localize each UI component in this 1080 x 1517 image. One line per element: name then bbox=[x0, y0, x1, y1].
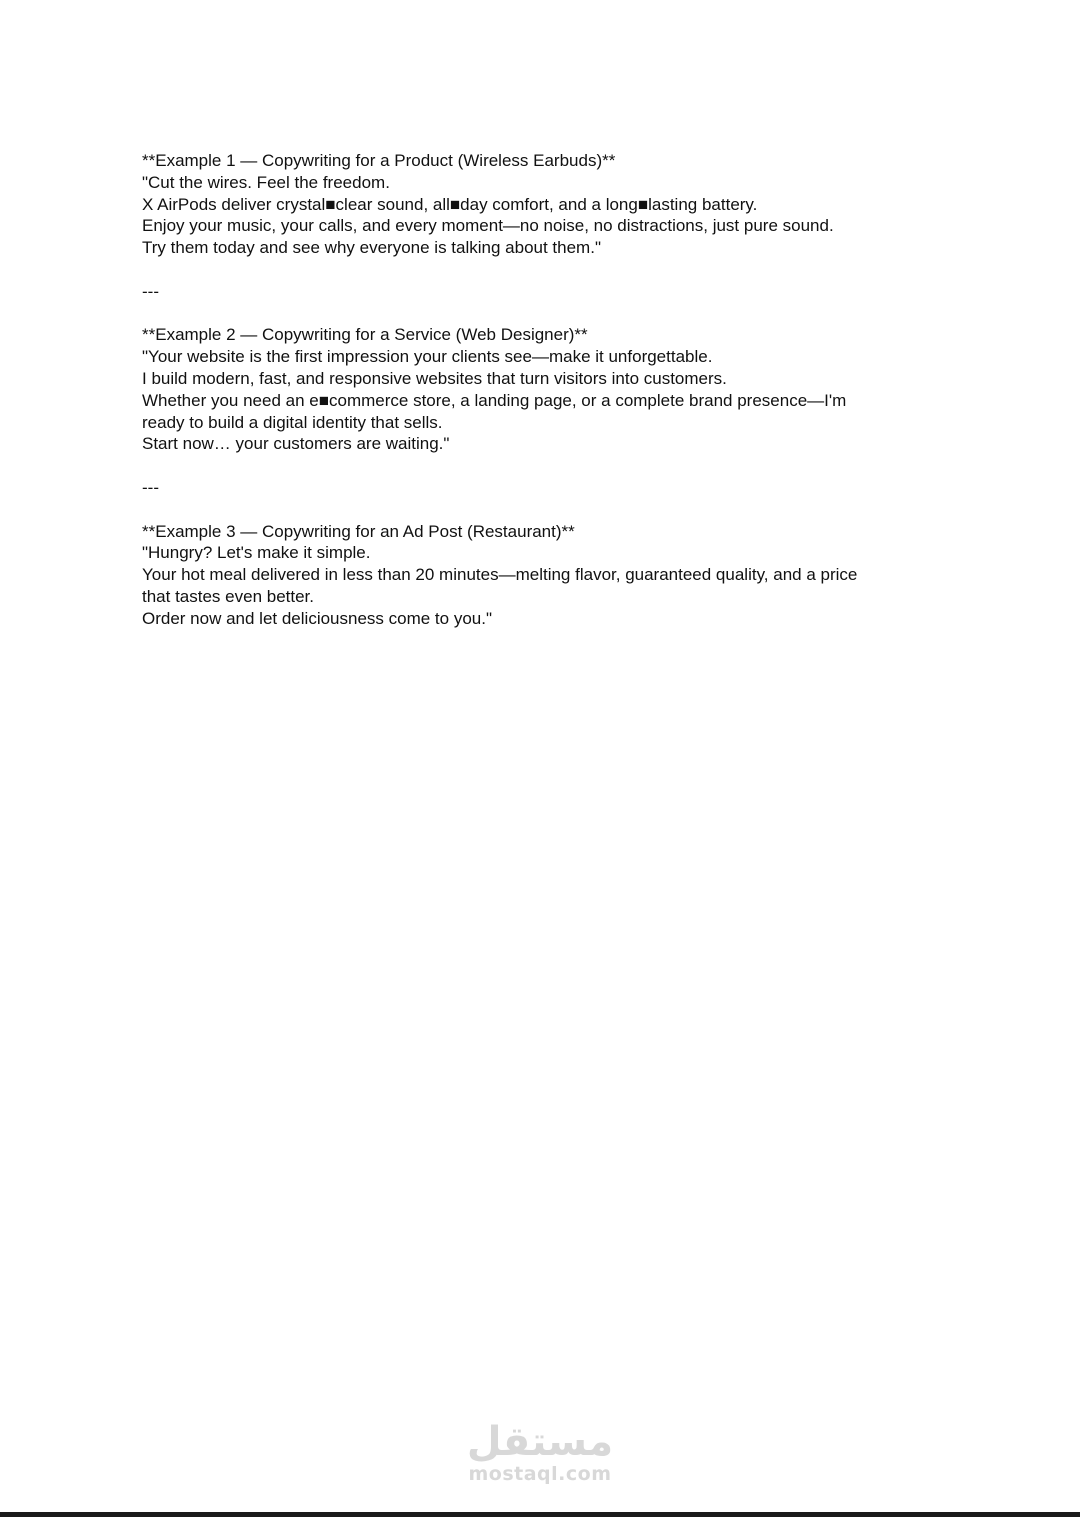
example-1-line-2: X AirPods deliver crystal■clear sound, all■day comfort, and a long■lasting battery. bbox=[142, 194, 758, 214]
example-2-heading: **Example 2 — Copywriting for a Service (Web Designer)** bbox=[142, 325, 588, 345]
example-3-heading: **Example 3 — Copywriting for an Ad Post (Restaurant)** bbox=[142, 521, 575, 541]
watermark-arabic-logo: مستقل bbox=[466, 1419, 614, 1465]
example-3-block bbox=[142, 521, 942, 630]
page-bottom-border bbox=[0, 1512, 1080, 1517]
example-3-line-2: Your hot meal delivered in less than 20 minutes—melting flavor, guaranteed quality, and a price bbox=[142, 565, 858, 585]
example-1-heading: **Example 1 — Copywriting for a Product (Wireless Earbuds)** bbox=[142, 151, 616, 170]
example-3-line-3: that tastes even better. bbox=[142, 586, 315, 606]
example-2-line-3: Whether you need an e■commerce store, a landing page, or a complete brand presence—I'm bbox=[142, 390, 847, 410]
document-body bbox=[142, 150, 942, 630]
example-1-line-1: "Cut the wires. Feel the freedom. bbox=[142, 172, 390, 192]
example-2-block bbox=[142, 324, 942, 455]
example-2-line-1: "Your website is the first impression your clients see—make it unforgettable. bbox=[142, 347, 713, 367]
mostaql-watermark bbox=[440, 1420, 640, 1484]
example-1-line-3: Enjoy your music, your calls, and every moment—no noise, no distractions, just pure sound. bbox=[142, 216, 834, 236]
section-divider-2: --- bbox=[142, 477, 159, 497]
example-1-block bbox=[142, 150, 942, 259]
example-2-line-5: Start now… your customers are waiting." bbox=[142, 434, 450, 454]
example-3-line-4: Order now and let deliciousness come to you." bbox=[142, 608, 492, 628]
watermark-domain: mostaql.com bbox=[468, 1463, 612, 1485]
example-2-line-4: ready to build a digital identity that sells. bbox=[142, 412, 443, 432]
example-1-line-4: Try them today and see why everyone is talking about them." bbox=[142, 238, 601, 258]
example-3-line-1: "Hungry? Let's make it simple. bbox=[142, 543, 371, 563]
example-2-line-2: I build modern, fast, and responsive websites that turn visitors into customers. bbox=[142, 368, 727, 388]
section-divider-1: --- bbox=[142, 281, 159, 301]
